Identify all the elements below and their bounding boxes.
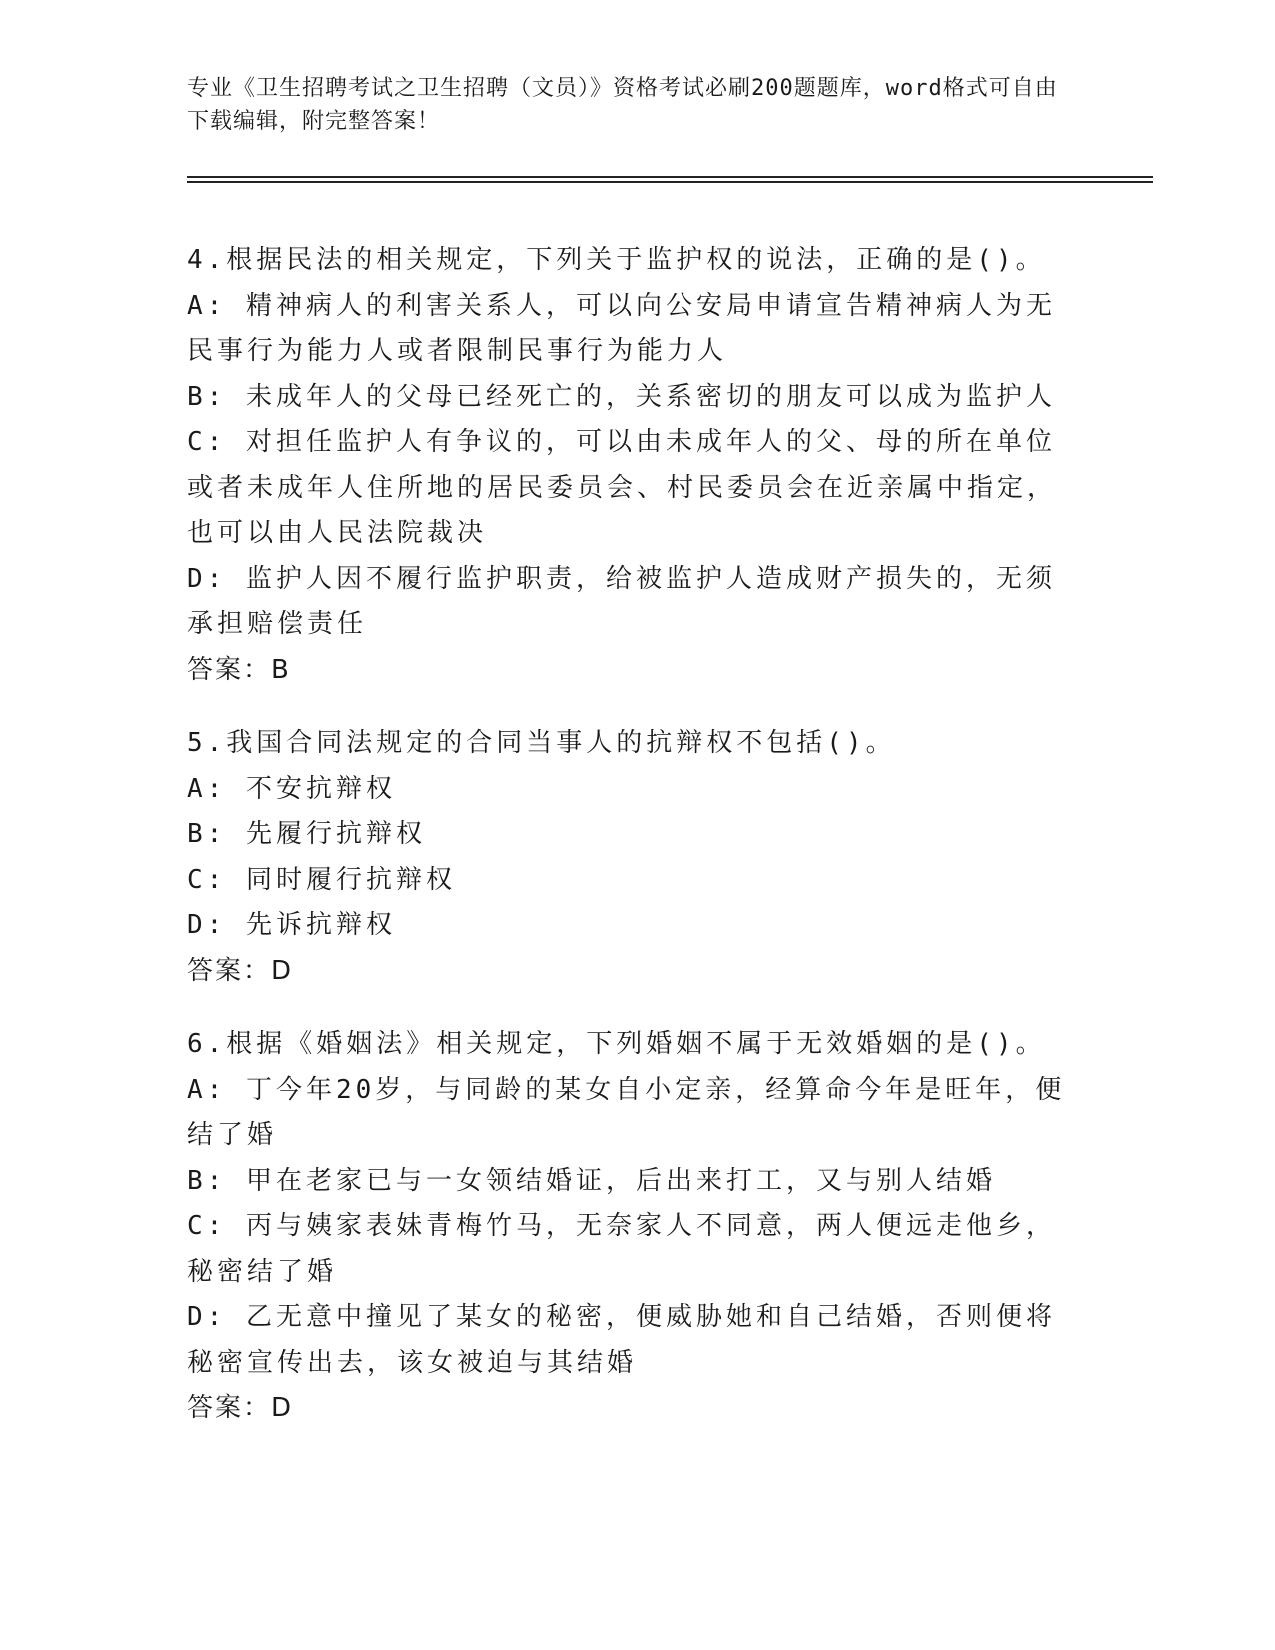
option-key: A: <box>187 290 227 321</box>
option-key: B: <box>187 1165 227 1196</box>
option-text: 对担任监护人有争议的，可以由未成年人的父、母的所在单位或者未成年人住所地的居民委员会、村民委员会在近亲属中指定，也可以由人民法院裁决 <box>187 427 1058 548</box>
option-text: 先诉抗辩权 <box>245 910 396 940</box>
answer-label: 答案：D <box>187 955 294 986</box>
option-key: A: <box>187 773 227 804</box>
question-stem: 5.我国合同法规定的合同当事人的抗辩权不包括()。 <box>187 728 896 758</box>
option-text: 未成年人的父母已经死亡的，关系密切的朋友可以成为监护人 <box>245 381 1056 412</box>
option-key: C: <box>187 1211 227 1241</box>
option-c <box>187 858 1077 904</box>
question-6 <box>187 1022 1077 1432</box>
answer-label: 答案：D <box>187 1393 294 1423</box>
option-text: 甲在老家已与一女领结婚证，后出来打工，又与别人结婚 <box>245 1165 996 1196</box>
option-b <box>187 1159 1077 1205</box>
option-d <box>187 903 1077 949</box>
option-a <box>187 284 1077 375</box>
option-text: 先履行抗辩权 <box>245 819 426 849</box>
option-key: D: <box>187 910 227 940</box>
question-5 <box>187 721 1077 994</box>
option-d <box>187 557 1077 648</box>
question-list <box>187 238 1077 1460</box>
option-key: D: <box>187 563 227 594</box>
document-header <box>187 72 1067 138</box>
option-text: 精神病人的利害关系人，可以向公安局申请宣告精神病人为无民事行为能力人或者限制民事行为能力人 <box>187 290 1056 366</box>
option-text: 丁今年20岁，与同龄的某女自小定亲，经算命今年是旺年，便结了婚 <box>187 1074 1066 1150</box>
option-key: B: <box>187 381 227 412</box>
option-text: 丙与姨家表妹青梅竹马，无奈家人不同意，两人便远走他乡，秘密结了婚 <box>187 1211 1056 1287</box>
option-d <box>187 1295 1077 1386</box>
option-c <box>187 420 1077 557</box>
option-text: 乙无意中撞见了某女的秘密，便威胁她和自己结婚，否则便将秘密宣传出去，该女被迫与其结婚 <box>187 1302 1056 1378</box>
header-divider-bottom <box>187 181 1153 183</box>
option-key: D: <box>187 1302 227 1332</box>
option-a <box>187 1068 1077 1159</box>
option-a <box>187 767 1077 813</box>
question-stem: 4.根据民法的相关规定，下列关于监护权的说法，正确的是()。 <box>187 245 1046 275</box>
option-text: 监护人因不履行监护职责，给被监护人造成财产损失的，无须承担赔偿责任 <box>187 563 1056 639</box>
option-text: 不安抗辩权 <box>245 773 396 804</box>
question-4 <box>187 238 1077 693</box>
answer-label: 答案：B <box>187 654 291 685</box>
option-key: B: <box>187 819 227 849</box>
option-b <box>187 812 1077 858</box>
option-key: C: <box>187 864 227 895</box>
question-stem: 6.根据《婚姻法》相关规定，下列婚姻不属于无效婚姻的是()。 <box>187 1029 1046 1059</box>
option-b <box>187 375 1077 421</box>
option-text: 同时履行抗辩权 <box>245 864 456 895</box>
option-key: C: <box>187 427 227 457</box>
option-c <box>187 1204 1077 1295</box>
option-key: A: <box>187 1074 227 1105</box>
header-divider-top <box>187 176 1153 178</box>
header-text: 专业《卫生招聘考试之卫生招聘（文员）》资格考试必刷200题题库，word格式可自由下载编辑，附完整答案！ <box>187 76 1058 134</box>
